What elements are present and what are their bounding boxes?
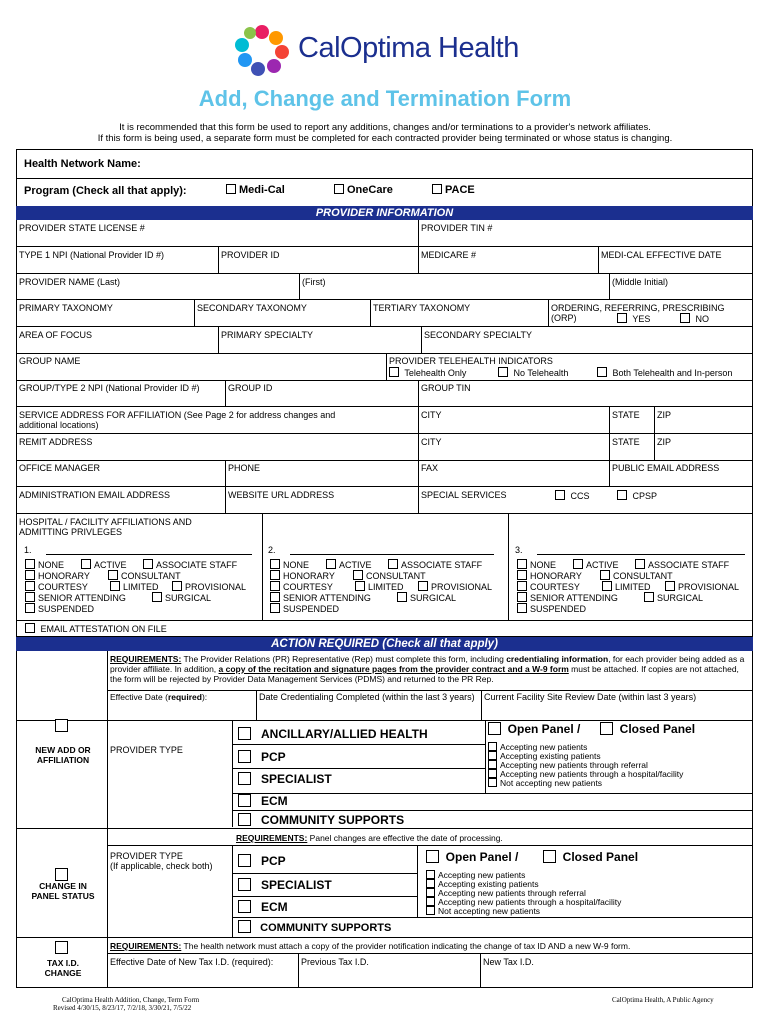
open-panel-option[interactable]: Open Panel / xyxy=(488,722,580,736)
checkbox[interactable] xyxy=(426,850,439,863)
checkbox[interactable] xyxy=(238,854,251,867)
checkbox[interactable] xyxy=(555,490,565,500)
public-email-label: PUBLIC EMAIL ADDRESS xyxy=(612,463,720,473)
tin-label: PROVIDER TIN # xyxy=(421,223,493,233)
checkbox[interactable] xyxy=(597,367,607,377)
hosp-num-3: 3. xyxy=(515,545,523,555)
change-specialist[interactable]: SPECIALIST xyxy=(238,878,332,892)
checkbox[interactable] xyxy=(517,570,527,580)
intro-line-1: It is recommended that this form be used to report any additions, changes and/or terminations to a provider's network affiliates. xyxy=(119,122,651,133)
checkbox[interactable] xyxy=(426,897,435,906)
city-label: CITY xyxy=(421,410,442,420)
email-attest[interactable]: EMAIL ATTESTATION ON FILE xyxy=(25,623,167,635)
checkbox[interactable] xyxy=(426,888,435,897)
tertiary-tax-label: TERTIARY TAXONOMY xyxy=(373,303,471,313)
panel-opt-1[interactable]: Accepting new patients xyxy=(488,742,587,752)
change-closed-panel[interactable]: Closed Panel xyxy=(543,850,638,864)
checkbox[interactable] xyxy=(270,581,280,591)
focus-label: AREA OF FOCUS xyxy=(19,330,93,340)
footer-left-1: CalOptima Health Addition, Change, Term Form xyxy=(62,996,200,1004)
primary-spec-label: PRIMARY SPECIALTY xyxy=(221,330,314,340)
checkbox[interactable] xyxy=(517,592,527,602)
hosp3-none[interactable]: NONE xyxy=(517,559,556,571)
hosp3-associate[interactable]: ASSOCIATE STAFF xyxy=(635,559,729,571)
hosp2-senior[interactable]: SENIOR ATTENDING xyxy=(270,592,371,604)
checkbox[interactable] xyxy=(270,570,280,580)
tax-change-checkbox[interactable] xyxy=(55,939,68,957)
type-pcp[interactable]: PCP xyxy=(238,750,286,764)
checkbox[interactable] xyxy=(617,490,627,500)
program-medical[interactable]: Medi-Cal xyxy=(226,184,285,196)
zip-label: ZIP xyxy=(657,410,672,420)
both-tele[interactable]: Both Telehealth and In-person xyxy=(597,367,732,379)
primary-tax-label: PRIMARY TAXONOMY xyxy=(19,303,113,313)
hosp1-senior[interactable]: SENIOR ATTENDING xyxy=(25,592,126,604)
checkbox[interactable] xyxy=(573,559,583,569)
hosp2-limited[interactable]: LIMITED xyxy=(355,581,404,593)
checkbox[interactable] xyxy=(602,581,612,591)
hosp2-courtesy[interactable]: COURTESY xyxy=(270,581,333,593)
hosp3-honorary[interactable]: HONORARY xyxy=(517,570,582,582)
hosp2-surgical[interactable]: SURGICAL xyxy=(397,592,456,604)
provider-type-label: PROVIDER TYPE xyxy=(110,745,183,755)
checkbox[interactable] xyxy=(172,581,182,591)
orp-label-1: ORDERING, REFERRING, PRESCRIBING xyxy=(551,303,725,313)
checkbox[interactable] xyxy=(238,750,251,763)
state-label: STATE xyxy=(612,410,640,420)
footer-left-2: Revised 4/30/15, 8/23/17, 7/2/18, 3/30/21, 7/5/22 xyxy=(53,1004,192,1012)
phone-label: PHONE xyxy=(228,463,261,473)
checkbox[interactable] xyxy=(238,900,251,913)
checkbox[interactable] xyxy=(488,778,497,787)
provider-type2-label-2: (If applicable, check both) xyxy=(110,861,213,871)
service-addr-label-2: additional locations) xyxy=(19,420,99,430)
checkbox[interactable] xyxy=(326,559,336,569)
hosp2-honorary[interactable]: HONORARY xyxy=(270,570,335,582)
group-npi-label: GROUP/TYPE 2 NPI (National Provider ID #) xyxy=(19,383,200,393)
change-community[interactable]: COMMUNITY SUPPORTS xyxy=(238,920,391,934)
req-add-text: REQUIREMENTS: The Provider Relations (PR) Representative (Rep) must complete this form, including credentialing information, for each provider being added as a provider affiliate. In addition, a copy of the recitation and signature pages from the provider contract and a W-9 form must be attached. If copies are not attached, the form will be rejected by Provider Data Management Services (PDMS) and returned to the PR Rep. xyxy=(110,654,745,684)
change-ecm[interactable]: ECM xyxy=(238,900,288,914)
provider-id-label: PROVIDER ID xyxy=(221,250,280,260)
checkbox[interactable] xyxy=(238,772,251,785)
checkbox[interactable] xyxy=(389,367,399,377)
hosp1-consultant[interactable]: CONSULTANT xyxy=(108,570,181,582)
fax-label: FAX xyxy=(421,463,439,473)
checkbox[interactable] xyxy=(665,581,675,591)
checkbox[interactable] xyxy=(108,570,118,580)
special-services-label: SPECIAL SERVICES xyxy=(421,490,507,500)
hosp1-associate[interactable]: ASSOCIATE STAFF xyxy=(143,559,237,571)
tele-title: PROVIDER TELEHEALTH INDICATORS xyxy=(389,356,553,366)
checkbox[interactable] xyxy=(488,742,497,751)
site-review-label: Current Facility Site Review Date (within last 3 years) xyxy=(484,692,697,702)
secondary-spec-label: SECONDARY SPECIALTY xyxy=(424,330,533,340)
checkbox[interactable] xyxy=(498,367,508,377)
npi-label: TYPE 1 NPI (National Provider ID #) xyxy=(19,250,165,260)
page-title: Add, Change and Termination Form xyxy=(198,86,572,111)
checkbox[interactable] xyxy=(635,559,645,569)
checkbox[interactable] xyxy=(426,906,435,915)
hosp1-honorary[interactable]: HONORARY xyxy=(25,570,90,582)
group-tin-label: GROUP TIN xyxy=(421,383,471,393)
provider-type2-label-1: PROVIDER TYPE xyxy=(110,851,183,861)
panel-opt-5[interactable]: Not accepting new patients xyxy=(488,778,602,788)
hosp1-provisional[interactable]: PROVISIONAL xyxy=(172,581,246,593)
panel-opt-4[interactable]: Accepting new patients through a hospital/facility xyxy=(488,769,683,779)
closed-panel-option[interactable]: Closed Panel xyxy=(600,722,695,736)
tax-change-label-2: CHANGE xyxy=(44,968,82,978)
checkbox[interactable] xyxy=(397,592,407,602)
website-label: WEBSITE URL ADDRESS xyxy=(228,490,335,500)
checkbox[interactable] xyxy=(488,760,497,769)
checkbox[interactable] xyxy=(238,727,251,740)
hosp1-limited[interactable]: LIMITED xyxy=(110,581,159,593)
hosp-num-1: 1. xyxy=(24,545,32,555)
checkbox[interactable] xyxy=(238,794,251,807)
checkbox[interactable] xyxy=(152,592,162,602)
provider-info-header: PROVIDER INFORMATION xyxy=(16,206,753,220)
checkbox[interactable] xyxy=(25,623,35,633)
group-name-label: GROUP NAME xyxy=(19,356,81,366)
tax-change-label-1: TAX I.D. xyxy=(47,958,79,968)
checkbox[interactable] xyxy=(644,592,654,602)
new-add-label-2: AFFILIATION xyxy=(36,755,90,765)
hosp1-active[interactable]: ACTIVE xyxy=(81,559,127,571)
ccs-option[interactable]: CCS xyxy=(555,490,590,502)
req-tax-text: REQUIREMENTS: The health network must attach a copy of the provider notification indicating the change of tax ID AND a new W-9 form. xyxy=(110,941,631,951)
orp-label-2: (ORP) xyxy=(551,313,577,323)
req-panel-text: REQUIREMENTS: Panel changes are effective the date of processing. xyxy=(236,833,503,843)
checkbox[interactable] xyxy=(270,559,280,569)
checkbox[interactable] xyxy=(517,603,527,613)
hosp-label-1: HOSPITAL / FACILITY AFFILIATIONS AND xyxy=(19,517,192,527)
orp-no[interactable]: NO xyxy=(680,313,709,325)
hosp3-active[interactable]: ACTIVE xyxy=(573,559,619,571)
checkbox[interactable] xyxy=(543,850,556,863)
program-pace[interactable]: PACE xyxy=(432,184,475,196)
hosp3-surgical[interactable]: SURGICAL xyxy=(644,592,703,604)
cpsp-option[interactable]: CPSP xyxy=(617,490,657,502)
type-community[interactable]: COMMUNITY SUPPORTS xyxy=(238,813,404,827)
hosp-num-2: 2. xyxy=(268,545,276,555)
program-label: Program (Check all that apply): xyxy=(24,185,187,197)
checkbox[interactable] xyxy=(680,313,690,323)
network-name-label: Health Network Name: xyxy=(24,158,141,170)
change-panel-opt-4[interactable]: Accepting new patients through a hospital/facility xyxy=(426,897,621,907)
checkbox[interactable] xyxy=(110,581,120,591)
checkbox[interactable] xyxy=(238,920,251,933)
checkbox[interactable] xyxy=(270,603,280,613)
hosp1-none[interactable]: NONE xyxy=(25,559,64,571)
change-panel-opt-2[interactable]: Accepting existing patients xyxy=(426,879,539,889)
checkbox[interactable] xyxy=(25,592,35,602)
checkbox[interactable] xyxy=(238,813,251,826)
checkbox[interactable] xyxy=(426,870,435,879)
prev-tax-label: Previous Tax I.D. xyxy=(301,957,369,967)
remit-label: REMIT ADDRESS xyxy=(19,437,93,447)
logo-flower-icon xyxy=(232,24,292,76)
medicare-label: MEDICARE # xyxy=(421,250,477,260)
group-id-label: GROUP ID xyxy=(228,383,273,393)
checkbox[interactable] xyxy=(270,592,280,602)
hosp2-none[interactable]: NONE xyxy=(270,559,309,571)
hosp2-provisional[interactable]: PROVISIONAL xyxy=(418,581,492,593)
hosp1-surgical[interactable]: SURGICAL xyxy=(152,592,211,604)
checkbox[interactable] xyxy=(517,581,527,591)
tax-eff-date-label: Effective Date of New Tax I.D. (required): xyxy=(110,957,274,967)
checkbox[interactable] xyxy=(517,559,527,569)
name-last-label: PROVIDER NAME (Last) xyxy=(19,277,121,287)
admin-email-label: ADMINISTRATION EMAIL ADDRESS xyxy=(19,490,171,500)
checkbox[interactable] xyxy=(418,581,428,591)
checkbox[interactable] xyxy=(25,559,35,569)
remit-state-label: STATE xyxy=(612,437,640,447)
hosp2-active[interactable]: ACTIVE xyxy=(326,559,372,571)
checkbox[interactable] xyxy=(25,603,35,613)
intro-line-2: If this form is being used, a separate form must be completed for each contracted provider being terminated or whose status is changing. xyxy=(97,133,673,144)
hosp3-limited[interactable]: LIMITED xyxy=(602,581,651,593)
footer-right: CalOptima Health, A Public Agency xyxy=(612,996,714,1004)
change-panel-opt-3[interactable]: Accepting new patients through referral xyxy=(426,888,586,898)
checkbox[interactable] xyxy=(488,769,497,778)
hosp-label-2: ADMITTING PRIVLEGES xyxy=(19,527,123,537)
checkbox[interactable] xyxy=(81,559,91,569)
checkbox[interactable] xyxy=(600,570,610,580)
service-addr-label-1: SERVICE ADDRESS FOR AFFILIATION (See Page 2 for address changes and xyxy=(19,410,336,420)
type-ancillary[interactable]: ANCILLARY/ALLIED HEALTH xyxy=(238,727,428,741)
brand-logo xyxy=(232,24,292,76)
checkbox[interactable] xyxy=(334,184,344,194)
checkbox[interactable] xyxy=(25,570,35,580)
change-panel-opt-1[interactable]: Accepting new patients xyxy=(426,870,525,880)
no-tele[interactable]: No Telehealth xyxy=(498,367,568,379)
secondary-tax-label: SECONDARY TAXONOMY xyxy=(197,303,307,313)
change-open-panel[interactable]: Open Panel / xyxy=(426,850,518,864)
checkbox[interactable] xyxy=(226,184,236,194)
checkbox[interactable] xyxy=(488,722,501,735)
program-onecare[interactable]: OneCare xyxy=(334,184,393,196)
hosp3-courtesy[interactable]: COURTESY xyxy=(517,581,580,593)
checkbox[interactable] xyxy=(143,559,153,569)
hosp3-suspended[interactable]: SUSPENDED xyxy=(517,603,586,615)
hosp3-provisional[interactable]: PROVISIONAL xyxy=(665,581,739,593)
name-middle-label: (Middle Initial) xyxy=(612,277,669,287)
checkbox[interactable] xyxy=(600,722,613,735)
eff-date-label: Effective Date (required): xyxy=(110,692,208,702)
checkbox[interactable] xyxy=(388,559,398,569)
hosp2-consultant[interactable]: CONSULTANT xyxy=(353,570,426,582)
orp-yes[interactable]: YES xyxy=(617,313,650,325)
change-panel-label-1: CHANGE IN xyxy=(39,881,87,891)
type-specialist[interactable]: SPECIALIST xyxy=(238,772,332,786)
medical-eff-label: MEDI-CAL EFFECTIVE DATE xyxy=(601,250,722,260)
hosp3-senior[interactable]: SENIOR ATTENDING xyxy=(517,592,618,604)
cred-date-label: Date Credentialing Completed (within the last 3 years) xyxy=(259,692,475,702)
checkbox[interactable] xyxy=(488,751,497,760)
office-mgr-label: OFFICE MANAGER xyxy=(19,463,101,473)
state-license-label: PROVIDER STATE LICENSE # xyxy=(19,223,145,233)
change-panel-opt-5[interactable]: Not accepting new patients xyxy=(426,906,540,916)
checkbox[interactable] xyxy=(25,581,35,591)
action-required-header: ACTION REQUIRED (Check all that apply) xyxy=(16,637,753,651)
checkbox[interactable] xyxy=(238,878,251,891)
checkbox[interactable] xyxy=(355,581,365,591)
new-add-label-1: NEW ADD OR xyxy=(35,745,91,755)
type-ecm[interactable]: ECM xyxy=(238,794,288,808)
remit-zip-label: ZIP xyxy=(657,437,672,447)
name-first-label: (First) xyxy=(302,277,326,287)
tele-only[interactable]: Telehealth Only xyxy=(389,367,466,379)
hosp3-consultant[interactable]: CONSULTANT xyxy=(600,570,673,582)
hosp2-suspended[interactable]: SUSPENDED xyxy=(270,603,339,615)
checkbox[interactable] xyxy=(617,313,627,323)
checkbox[interactable] xyxy=(426,879,435,888)
remit-city-label: CITY xyxy=(421,437,442,447)
new-add-checkbox[interactable] xyxy=(55,717,68,735)
hosp1-suspended[interactable]: SUSPENDED xyxy=(25,603,94,615)
panel-opt-2[interactable]: Accepting existing patients xyxy=(488,751,601,761)
change-pcp[interactable]: PCP xyxy=(238,854,286,868)
change-panel-label-2: PANEL STATUS xyxy=(31,891,95,901)
brand-name: CalOptima Health xyxy=(298,32,519,64)
checkbox[interactable] xyxy=(353,570,363,580)
new-tax-label: New Tax I.D. xyxy=(483,957,534,967)
hosp1-courtesy[interactable]: COURTESY xyxy=(25,581,88,593)
hosp2-associate[interactable]: ASSOCIATE STAFF xyxy=(388,559,482,571)
panel-opt-3[interactable]: Accepting new patients through referral xyxy=(488,760,648,770)
checkbox[interactable] xyxy=(432,184,442,194)
